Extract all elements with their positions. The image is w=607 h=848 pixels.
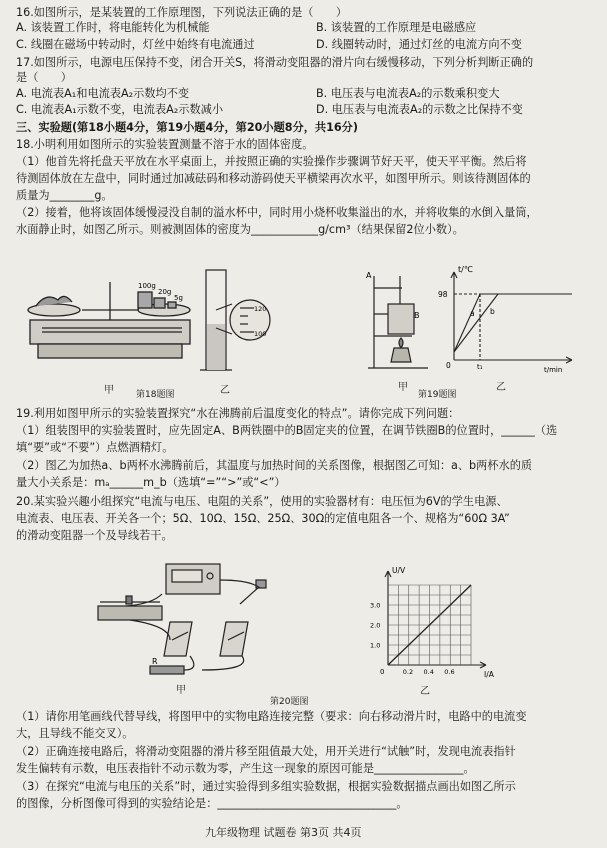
q19-part2-line1: （2）图乙为加热a、b两杯水沸腾前后，其温度与加热时间的关系图像，根据图乙可知：a、b两杯水的质 <box>16 459 533 472</box>
graph20-x-tick-label: 0.6 <box>444 668 455 676</box>
q17-option-c: C. 电流表A₁示数不变，电流表A₂示数减小 <box>16 103 224 116</box>
fig19-caption: 第19题图 <box>418 390 457 400</box>
graph20-x-label: I/A <box>484 670 494 679</box>
q18-part2-line1: （2）接着，他将该固体缓慢浸没自制的溢水杯中，同时用小烧杯收集溢出的水，并将收集的水倒入量筒， <box>16 206 538 219</box>
weight-100g: 100g <box>138 282 156 290</box>
graph20-origin: 0 <box>380 668 385 676</box>
graph20-x-tick-label: 0.2 <box>402 668 414 676</box>
fig19-label-jia: 甲 <box>398 382 408 393</box>
q18-part1-line1: （1）他首先将托盘天平放在水平桌面上，并按照正确的实验操作步骤调节好天平，使天平平衡。然后将 <box>16 155 527 168</box>
q18-part1-line3: 质量为________g。 <box>16 189 113 202</box>
fig18-label-yi: 乙 <box>220 385 230 396</box>
graph19-a-label: a <box>470 309 475 318</box>
q20-line2: 电流表、电压表、开关各一个；5Ω、10Ω、15Ω、25Ω、30Ω的定值电阻各一个、规格为“60Ω 3A” <box>16 512 510 525</box>
page-footer: 九年级物理 试题卷 第3页 共4页 <box>205 826 362 839</box>
graph19-origin: 0 <box>446 361 451 370</box>
q18-stem: 18.小明利用如图所示的实验装置测量不溶于水的固体密度。 <box>16 138 314 151</box>
graph19-t1-label: t₁ <box>477 363 483 371</box>
cylinder-tick-120: 120 <box>254 305 267 313</box>
cylinder-tick-100: 100 <box>254 330 267 338</box>
q19-part2-line2: 量大小关系是：mₐ______m_b（选填“=”“>”或“<”） <box>16 476 286 489</box>
weight-20g: 20g <box>158 288 172 296</box>
q17-option-b: B. 电压表与电流表A₂的示数乘积变大 <box>316 87 500 100</box>
q16-option-c: C. 线圈在磁场中转动时，灯丝中始终有电流通过 <box>16 38 255 51</box>
q20-part3-line1: （3）在探究“电流与电压的关系”时，通过实验得到多组实验数据，根据实验数据描点画出如图乙所示 <box>16 780 516 793</box>
measuring-cylinder-figure <box>196 264 276 382</box>
q20-part1-line1: （1）请你用笔画线代替导线，将图甲中的实物电路连接完整（要求：向右移动滑片时，电路中的电流变 <box>16 710 527 723</box>
q16-option-d: D. 线圈转动时，通过灯丝的电流方向不变 <box>316 38 522 51</box>
heating-apparatus-figure <box>366 268 436 378</box>
q20-stem: 20.某实验兴趣小组探究“电流与电压、电阻的关系”，使用的实验器材有：电压恒为6V的学生电源、 <box>16 495 508 508</box>
q20-part1-line2: 大，且导线不能交叉）。 <box>16 727 134 740</box>
graph20-x-tick-label: 0.4 <box>423 668 434 676</box>
q19-part1-line2: 填“要”或“不要”）点燃酒精灯。 <box>16 441 174 454</box>
weight-5g: 5g <box>174 294 183 302</box>
graph19-x-label: t/min <box>544 366 563 374</box>
q20-line3: 的滑动变阻器一个及导线若干。 <box>16 529 173 542</box>
q17-stem-cont: 是（ ） <box>16 71 72 84</box>
q20-part2-line1: （2）正确连接电路后，将滑动变阻器的滑片移至阻值最大处，用开关进行“试触”时，发现电流表指针 <box>16 745 516 758</box>
graph20-y-tick-label: 2.0 <box>370 621 381 630</box>
q16-stem: 16.如图所示，是某装置的工作原理图，下列说法正确的是（ ） <box>16 6 348 19</box>
q17-option-d: D. 电压表与电流表A₂的示数之比保持不变 <box>316 103 523 116</box>
section-heading: 三、实验题(第18小题4分，第19小题4分，第20小题8分，共16分) <box>16 121 358 134</box>
q18-part1-line2: 待测固体放在左盘中，同时通过加减砝码和移动游码使天平横梁再次水平，如图甲所示。则该待测固体的 <box>16 172 531 185</box>
graph20-y-label: U/V <box>392 566 406 575</box>
graph19-tick-98: 98 <box>438 290 448 299</box>
q17-stem: 17.如图所示，电源电压保持不变，闭合开关S，将滑动变阻器的滑片向右缓慢移动，下列分析判断正确的 <box>16 56 534 69</box>
q20-part3-line2: 的图像，分析图像可得到的实验结论是：________________________________。 <box>16 797 408 810</box>
fig20-label-jia: 甲 <box>176 685 186 696</box>
q20-part2-line2: 发生偏转有示数，电压表指针不动示数为零，产生这一现象的原因可能是________________。 <box>16 762 475 775</box>
graph19-b-label: b <box>490 307 495 316</box>
balance-figure <box>22 262 212 382</box>
q16-option-a: A. 该装置工作时，将电能转化为机械能 <box>16 21 210 34</box>
q19-stem: 19.利用如图甲所示的实验装置探究“水在沸腾前后温度变化的特点”。请你完成下列问题： <box>16 407 460 420</box>
graph20-y-tick-label: 3.0 <box>370 601 381 610</box>
graph19-curve-a <box>454 294 572 352</box>
fig20-label-yi: 乙 <box>420 686 430 697</box>
graph20-y-tick-label: 1.0 <box>370 641 381 650</box>
graph19-y-label: t/℃ <box>458 265 473 274</box>
ring-a-label: A <box>366 271 372 280</box>
fig18-label-jia: 甲 <box>104 385 114 396</box>
resistor-label: R <box>152 657 158 666</box>
q18-part2-line2: 水面静止时，如图乙所示。则被测固体的密度为____________g/cm³（结果保留2位小数）。 <box>16 223 464 236</box>
voltage-current-graph <box>366 565 506 680</box>
temperature-time-graph <box>432 262 582 372</box>
circuit-figure <box>90 562 305 680</box>
q16-option-b: B. 该装置的工作原理是电磁感应 <box>316 21 477 34</box>
ring-b-label: B <box>414 311 420 320</box>
fig19-label-yi: 乙 <box>496 382 506 393</box>
q17-option-a: A. 电流表A₁和电流表A₂示数均不变 <box>16 87 190 100</box>
fig20-caption: 第20题图 <box>270 697 309 707</box>
q19-part1-line1: （1）组装图甲的实验装置时，应先固定A、B两铁圈中的B固定夹的位置，在调节铁圈B的位置时，______（选 <box>16 424 558 437</box>
fig18-caption: 第18题图 <box>136 390 175 400</box>
